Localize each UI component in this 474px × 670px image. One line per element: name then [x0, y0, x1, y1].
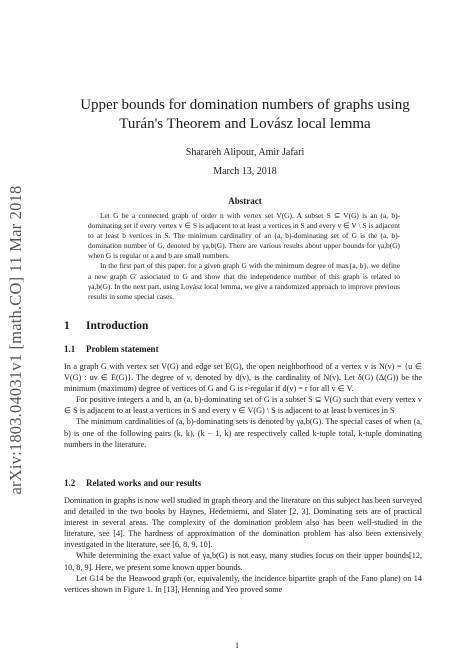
section-title: Introduction [86, 320, 149, 332]
abstract-paragraph: In the first part of this paper, for a given graph G with the minimum degree of max{a, b}, we define a new graph G′ associated to G and show that the independence number of this graph is related to γa,b(G). In the next part, using Lovász local lemma, we give a randomized approach to improve previous results in some special cases. [88, 261, 400, 301]
body-paragraph: Let G14 be the Heawood graph (or, equivalently, the incidence bipartite graph of the Fano plane) on 14 vertices shown in Figure 1. In [13], Henning and Yeo proved some [64, 573, 422, 594]
body-paragraph: While determining the exact value of γa,b(G) is not easy, many studies focus on their upper bounds[12, 10, 8, 9]. Here, we present some known upper bounds. [64, 551, 422, 572]
arxiv-identifier: arXiv:1803.04031v1 [math.CO] 11 Mar 2018 [6, 185, 25, 495]
body-paragraph: In a graph G with vertex set V(G) and edge set E(G), the open neighborhood of a vertex v is N(v) = {u ∈ V(G) : uv ∈ E(G)}. The degree of v, denoted by d(v), is the cardinality of N(v). Let δ(G) (Δ(G)) be the minimum (maximum) degree of vertices of G and G is r-regular if d(v) = r for all v ∈ V. [64, 362, 422, 394]
subsection-number: 1.2 [64, 478, 76, 488]
authors: Sharareh Alipour, Amir Jafari [185, 147, 305, 158]
paper-title [70, 96, 420, 134]
section-heading-introduction [64, 320, 148, 332]
problem-statement-body [64, 361, 422, 450]
date: March 13, 2018 [213, 166, 277, 177]
subsection-heading-problem-statement [64, 344, 159, 354]
subsection-number: 1.1 [64, 344, 76, 354]
body-paragraph: Domination in graphs is now well studied in graph theory and the literature on this subject has been surveyed and detailed in the two books by Haynes, Hedetniemi, and Slater [2, 3]. Dominating sets are of practical interest in several areas. The complexity of the domination problem also has been well-studied in the literature, see [4]. The hardness of approximation of the domination problem has also been extensively investigated in the literature, see [6, 8, 9, 10]. [64, 496, 422, 550]
subsection-title: Problem statement [86, 344, 159, 354]
related-works-body [64, 495, 422, 595]
abstract-paragraph: Let G be a connected graph of order n with vertex set V(G). A subset S ⊆ V(G) is an (a, b)-dominating set if every vertex v ∈ S is adjacent to at least a vertices in S and every v ∈ V \ S is adjacent to at least b vertices in S. The minimum cardinality of an (a, b)-dominating set of G is the (a, b)-domination number of G, denoted by γa,b(G). There are various results about upper bounds for γa,b(G) when G is regular or a and b are small numbers. [88, 211, 400, 261]
title-line-1: Upper bounds for domination numbers of graphs using [80, 97, 410, 113]
abstract-body [88, 211, 400, 302]
title-line-2: Turán's Theorem and Lovász local lemma [119, 116, 371, 132]
abstract-heading: Abstract [228, 196, 262, 206]
subsection-heading-related-works [64, 478, 201, 488]
section-number: 1 [64, 320, 70, 332]
body-paragraph: The minimum cardinalities of (a, b)-dominating sets is denoted by γa,b(G). The special cases of when (a, b) is one of the following pairs (k, k), (k − 1, k) are respectively called k-tuple total, k-tuple dominating numbers in the literature. [64, 417, 422, 449]
page-number: 1 [234, 640, 240, 650]
body-paragraph: For positive integers a and b, an (a, b)-dominating set of G is a subset S ⊆ V(G) such that every vertex v ∈ S is adjacent to at least a vertices in S and every v ∈ V(G) \ S is adjacent to at least b vertices in S [64, 395, 422, 416]
arxiv-sidebar [0, 170, 32, 510]
subsection-title: Related works and our results [86, 478, 202, 488]
